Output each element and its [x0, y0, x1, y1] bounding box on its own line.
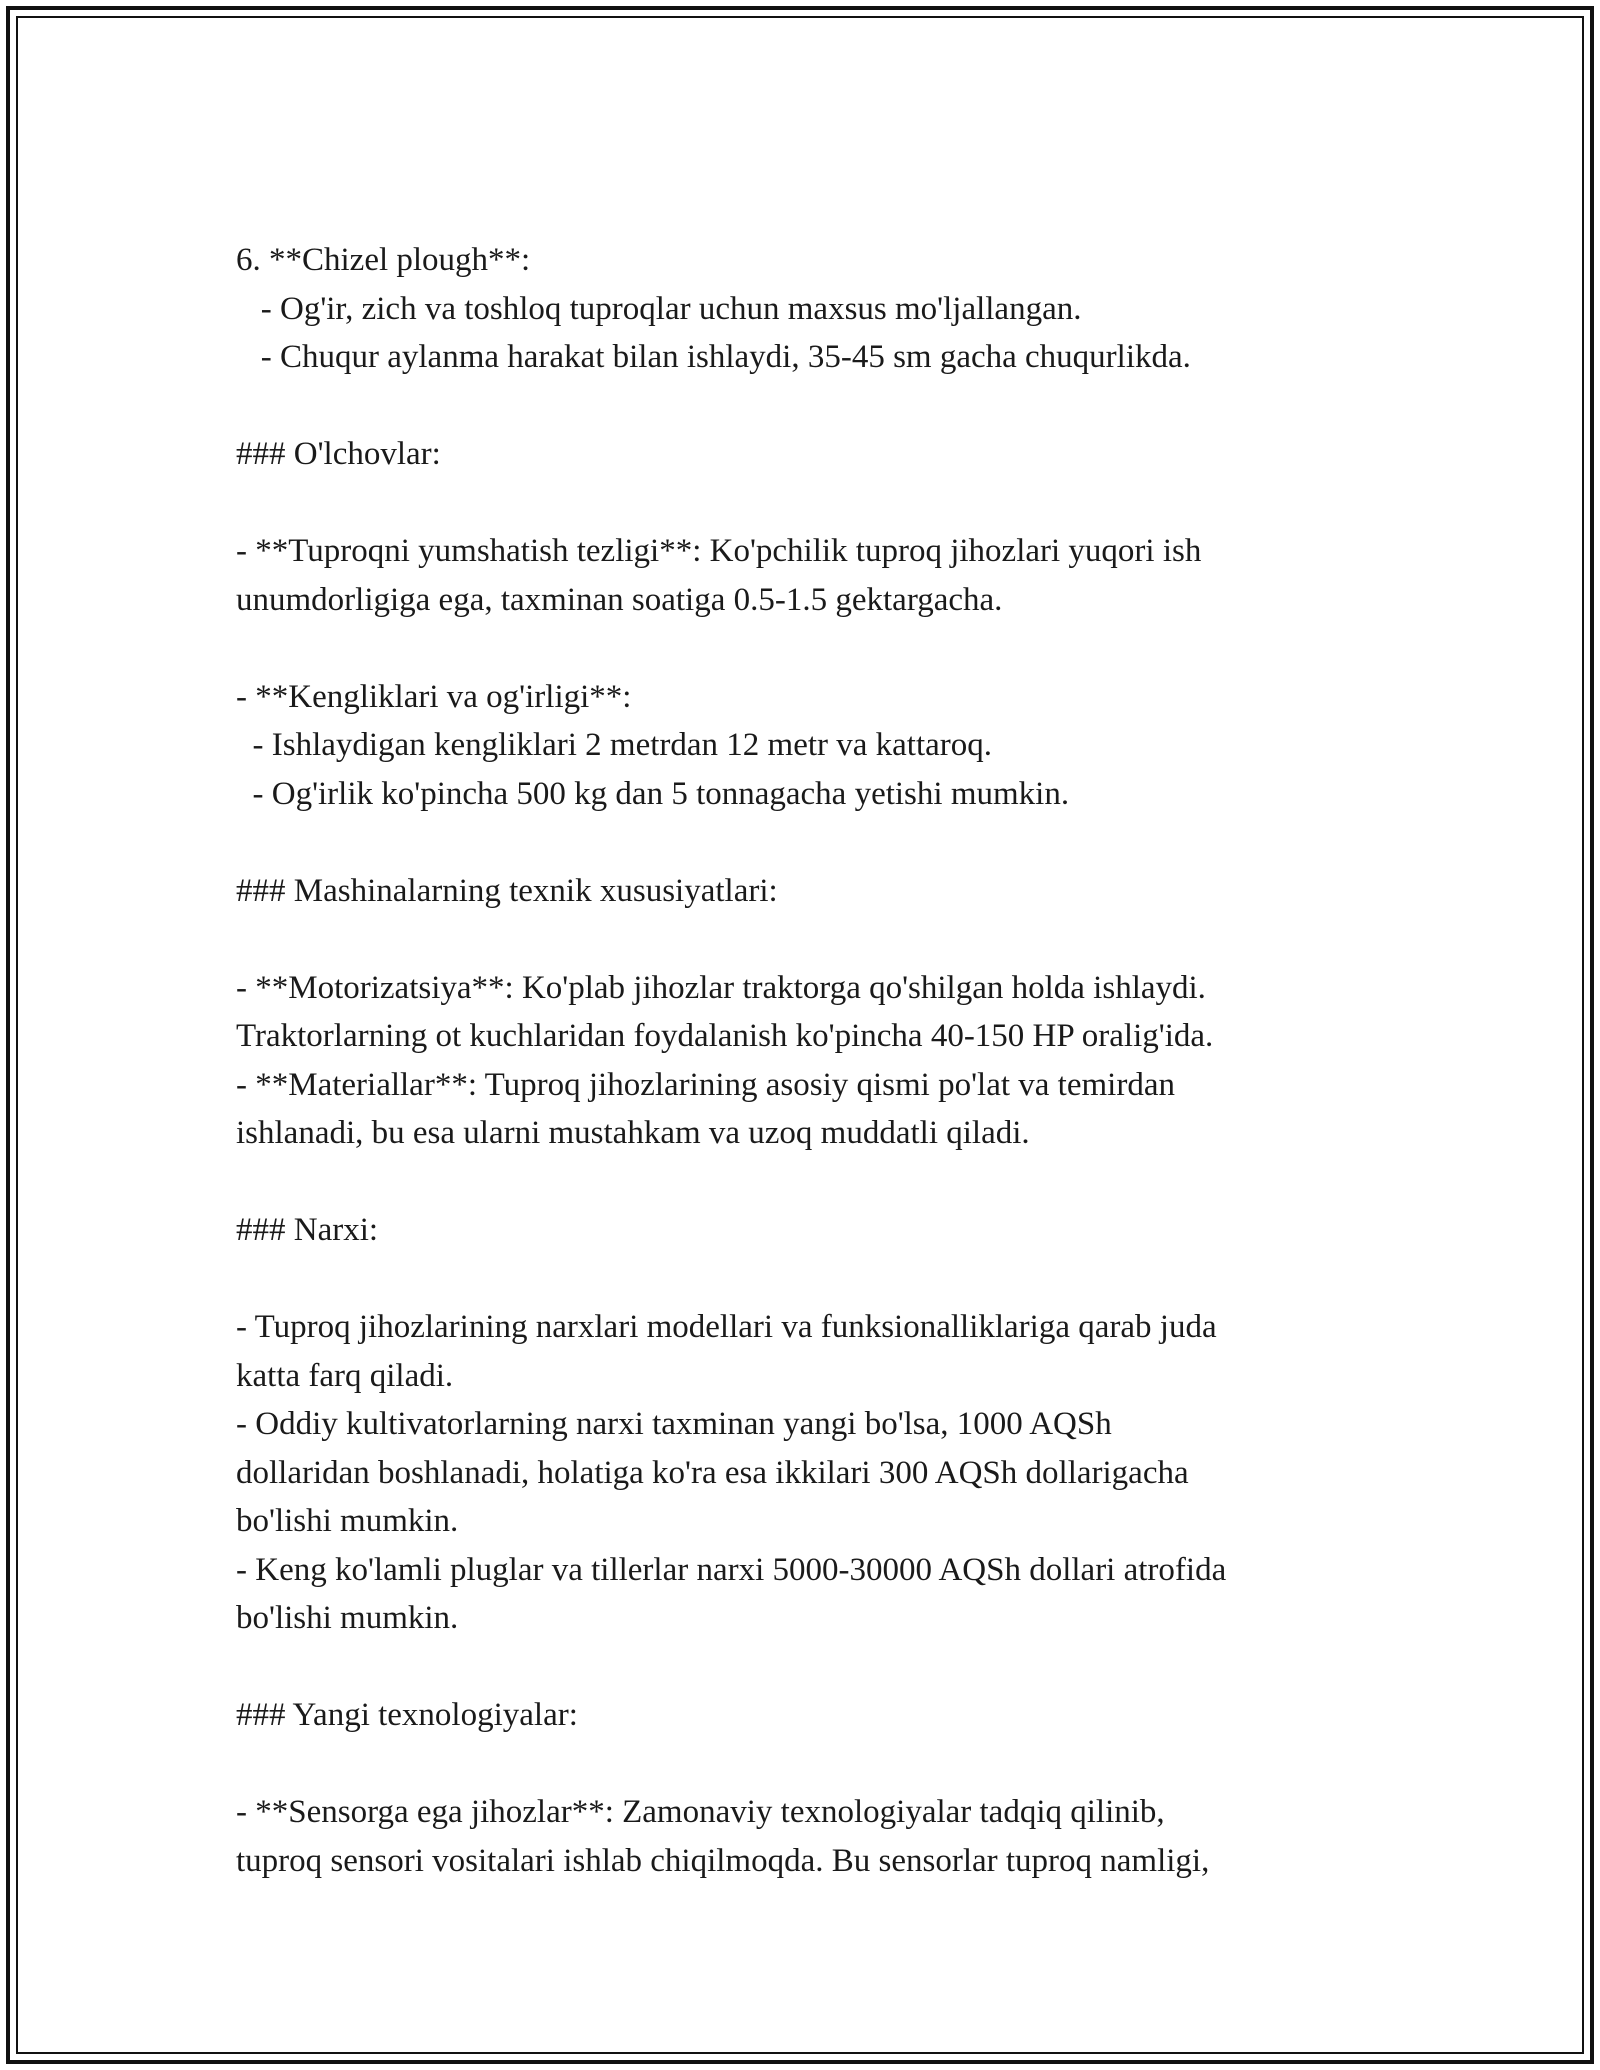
text-line: 6. **Chizel plough**: — [236, 242, 531, 278]
blank-line — [236, 1643, 1366, 1692]
text-line: dollaridan boshlanadi, holatiga ko'ra esa ikkilari 300 AQSh dollarigacha — [236, 1454, 1189, 1491]
text-line: bo'lishi mumkin. — [236, 1503, 459, 1539]
text-line: tuproq sensori vositalari ishlab chiqilmoqda. Bu sensorlar tuproq namligi, — [236, 1842, 1210, 1879]
text-line: - **Materiallar**: Tuproq jihozlarining asosiy qismi po'lat va temirdan — [236, 1066, 1175, 1103]
text-line: - Oddiy kultivatorlarning narxi taxminan yangi bo'lsa, 1000 AQSh — [236, 1406, 1112, 1442]
text-line: - Og'irlik ko'pincha 500 kg dan 5 tonnagacha yetishi mumkin. — [236, 775, 1070, 812]
text-line: - Chuqur aylanma harakat bilan ishlaydi, 35-45 sm gacha chuqurlikda. — [236, 339, 1191, 375]
text-line: - **Kengliklari va og'irligi**: — [236, 678, 632, 715]
blank-line — [236, 915, 1366, 964]
blank-line — [236, 818, 1366, 867]
text-line: - **Tuproqni yumshatish tezligi**: Ko'pchilik tuproq jihozlari yuqori ish — [236, 533, 1202, 569]
blank-line — [236, 1255, 1366, 1304]
section-heading: ### Narxi: — [236, 1212, 379, 1248]
text-line: - Og'ir, zich va toshloq tuproqlar uchun maxsus mo'ljallangan. — [236, 290, 1082, 327]
section-heading: ### Yangi texnologiyalar: — [236, 1697, 578, 1733]
text-line: Traktorlarning ot kuchlaridan foydalanish ko'pincha 40-150 HP oralig'ida. — [236, 1018, 1214, 1054]
blank-line — [236, 1158, 1366, 1207]
text-line: - **Motorizatsiya**: Ko'plab jihozlar traktorga qo'shilgan holda ishlaydi. — [236, 969, 1206, 1006]
text-line: - **Sensorga ega jihozlar**: Zamonaviy texnologiyalar tadqiq qilinib, — [236, 1794, 1165, 1830]
text-line: unumdorligiga ega, taxminan soatiga 0.5-1.5 gektargacha. — [236, 581, 1003, 618]
text-line: bo'lishi mumkin. — [236, 1600, 459, 1636]
document-body — [236, 236, 1366, 1885]
blank-line — [236, 1740, 1366, 1789]
text-line: - Keng ko'lamli pluglar va tillerlar narxi 5000-30000 AQSh dollari atrofida — [236, 1551, 1227, 1588]
blank-line — [236, 624, 1366, 673]
text-line: ishlanadi, bu esa ularni mustahkam va uzoq muddatli qiladi. — [236, 1115, 1030, 1151]
text-line: - Tuproq jihozlarining narxlari modellari va funksionalliklariga qarab juda — [236, 1309, 1217, 1345]
section-heading: ### O'lchovlar: — [236, 436, 441, 472]
text-line: katta farq qiladi. — [236, 1357, 454, 1394]
blank-line — [236, 479, 1366, 528]
blank-line — [236, 382, 1366, 431]
section-heading: ### Mashinalarning texnik xususiyatlari: — [236, 872, 778, 909]
text-line: - Ishlaydigan kengliklari 2 metrdan 12 metr va kattaroq. — [236, 727, 993, 763]
